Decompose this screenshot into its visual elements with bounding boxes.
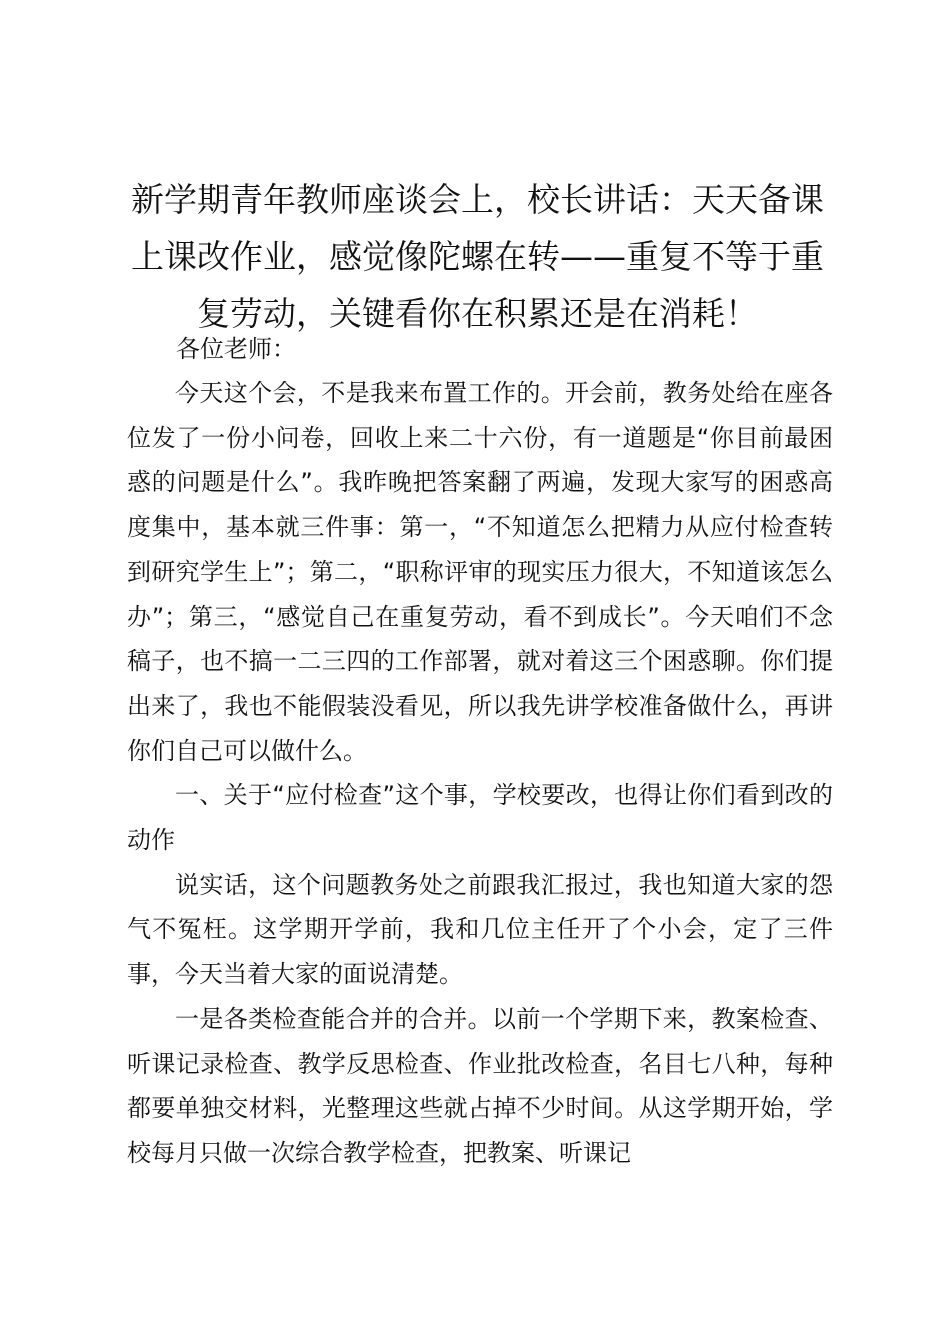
paragraph-section-1-point-1: 一是各类检查能合并的合并。以前一个学期下来，教案检查、听课记录检查、教学反思检查、作业批改检查，名目七八种，每种都要单独交材料，光整理这些就占掉不少时间。从这学期开始，学校每月只做一次综合教学检查，把教案、听课记 [127,1004,833,1167]
salutation: 各位老师： [176,335,296,363]
paragraph-intro: 今天这个会，不是我来布置工作的。开会前，教务处给在座各位发了一份小问卷，回收上来二十六份，有一道题是“你目前最困惑的问题是什么”。我昨晚把答案翻了两遍，发现大家写的困惑高度集中，基本就三件事：第一，“不知道怎么把精力从应付检查转到研究学生上”；第二，“职称评审的现实压力很大，不知道该怎么办”；第三，“感觉自己在重复劳动，看不到成长”。今天咱们不念稿子，也不搞一二三四的工作部署，就对着这三个困惑聊。你们提出来了，我也不能假装没看见，所以我先讲学校准备做什么，再讲你们自己可以做什么。 [127,379,833,765]
section-heading-1: 一、关于“应付检查”这个事，学校要改，也得让你们看到改的动作 [127,781,833,855]
document-body [127,371,833,1176]
document-title: 新学期青年教师座谈会上，校长讲话：天天备课上课改作业，感觉像陀螺在转——重复不等于重复劳动，关键看你在积累还是在消耗！ [131,180,824,333]
paragraph-section-1-intro: 说实话，这个问题教务处之前跟我汇报过，我也知道大家的怨气不冤枉。这学期开学前，我和几位主任开了个小会，定了三件事，今天当着大家的面说清楚。 [127,870,833,989]
